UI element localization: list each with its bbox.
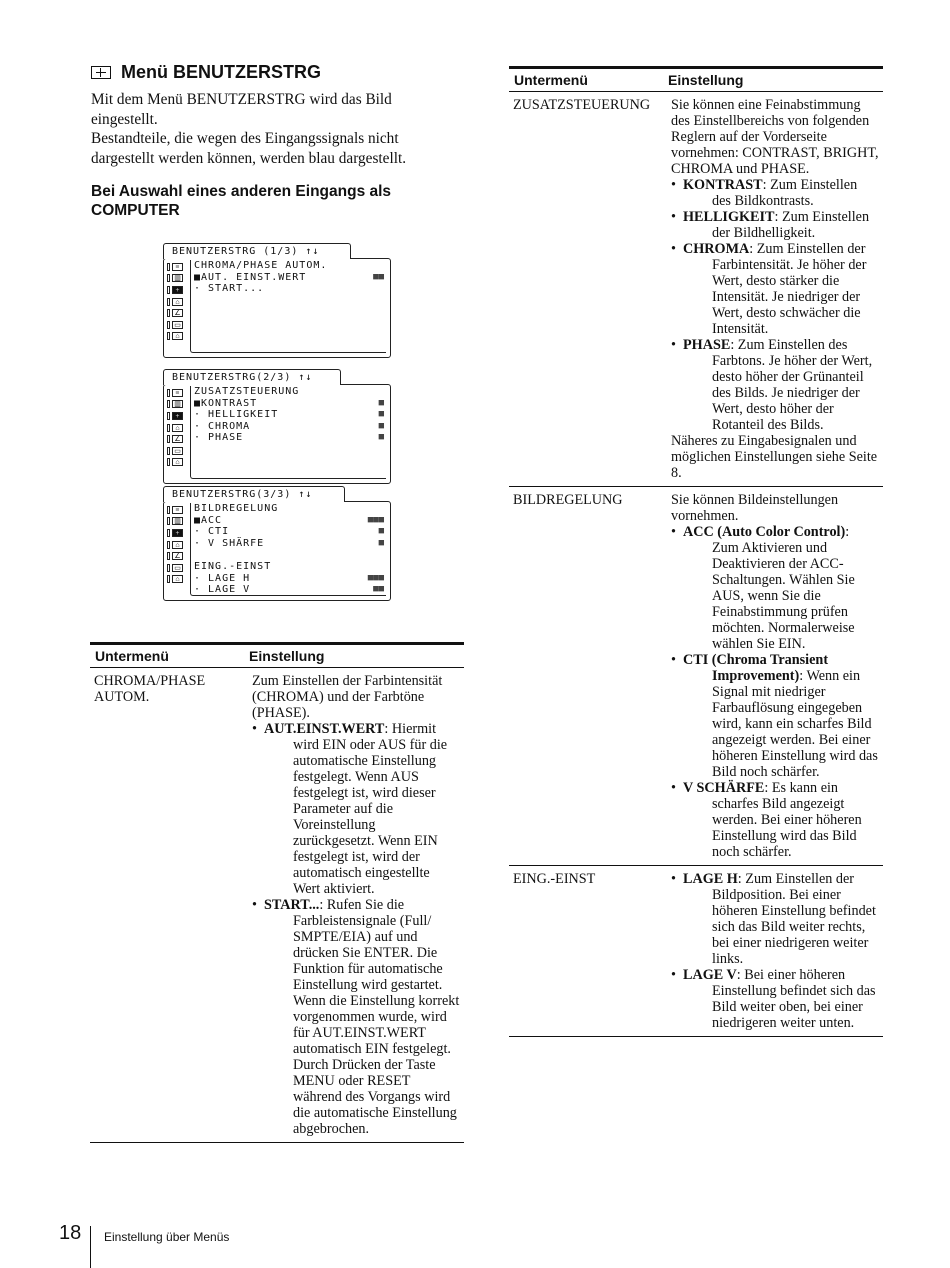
bullet-text	[683, 780, 879, 860]
osd-menu-icon: ▭	[172, 564, 183, 572]
submenu-cell: EING.-EINST	[513, 871, 596, 887]
osd-menu-icon-row	[167, 457, 189, 469]
submenu-cell: CHROMA/PHASE AUTOM.	[94, 673, 206, 705]
bullet-term: AUT.EINST.WERT	[264, 721, 385, 737]
osd-menu-screen-2	[163, 369, 391, 484]
bullet-description: : Zum Einstellen des Farbtons. Je höher der Wert, desto höher der Grünanteil des Bilds. Je niedriger der Wert, desto höher der Rotanteil des Bilds.	[712, 337, 873, 433]
osd-menu-lines	[194, 503, 384, 596]
bullet-icon: •	[671, 337, 676, 353]
osd-menu-icon-row	[167, 422, 189, 434]
osd-menu-icon: ⌂	[172, 298, 183, 306]
submenu-cell: ZUSATZSTEUERUNG	[513, 97, 651, 113]
bullet-term: ACC (Auto Color Control)	[683, 524, 846, 540]
osd-menu-tab: BENUTZERSTRG (1/3) ↑↓	[163, 243, 351, 259]
osd-menu-icon: ▥	[172, 517, 183, 525]
osd-menu-icon-row	[167, 539, 189, 551]
bullet-description: : Bei einer höheren Einstellung befindet sich das Bild weiter oben, bei einer niedrigeren weiter unten.	[712, 967, 876, 1031]
osd-menu-line	[194, 573, 384, 585]
osd-line-label: CHROMA/PHASE AUTOM.	[194, 260, 328, 271]
osd-menu-icon-row	[167, 387, 189, 399]
submenu-cell: BILDREGELUNG	[513, 492, 623, 508]
bullet-term: V SCHÄRFE	[683, 780, 765, 796]
bullet-icon: •	[671, 524, 676, 540]
bullet-description: : Zum Einstellen der Farbintensität. Je höher der Wert, desto stärker die Intensität. Je niedriger der Wert, desto schwächer die Intensität.	[712, 241, 867, 337]
osd-menu-icon-row	[167, 504, 189, 516]
osd-menu-icon-row	[167, 550, 189, 562]
bullet-term: START...	[264, 897, 320, 913]
setting-note: Näheres zu Eingabesignalen und möglichen Einstellungen siehe Seite 8.	[671, 433, 878, 481]
osd-level-indicator: ■	[378, 432, 384, 443]
osd-menu-line	[194, 283, 384, 295]
osd-menu-icon: ∠	[172, 552, 183, 560]
osd-menu-icon: ≡	[172, 263, 183, 271]
osd-line-label: · V SHÄRFE	[194, 537, 265, 549]
osd-menu-line	[194, 421, 384, 433]
bullet-description: : Hiermit wird EIN oder AUS für die automatische Einstellung festgelegt. Wenn AUS festgelegt ist, wird dieser Parameter auf die Voreinstellung zurückgesetzt. Wenn EIN festgelegt ist, wird der automatisch eingestellte Wert aktiviert.	[293, 721, 448, 897]
table-row	[509, 92, 883, 487]
setting-bullet	[671, 652, 879, 780]
bullet-term: LAGE H	[683, 871, 738, 887]
bullet-icon: •	[252, 897, 257, 913]
page-number: 18	[59, 1222, 82, 1244]
osd-menu-icon: ⌂	[172, 458, 183, 466]
osd-icon-column	[167, 387, 189, 468]
setting-cell	[667, 866, 883, 1036]
osd-line-label: · START...	[194, 283, 265, 295]
osd-menu-icon: ⌂	[172, 424, 183, 432]
bullet-text	[264, 897, 460, 1137]
osd-menu-body	[163, 384, 391, 484]
bullet-term: KONTRAST	[683, 177, 763, 193]
osd-menu-icon-row	[167, 273, 189, 285]
bullet-icon: •	[252, 721, 257, 737]
table-row	[90, 668, 464, 1143]
header-setting: Einstellung	[249, 648, 325, 664]
osd-line-label: · HELLIGKEIT	[194, 409, 279, 421]
table-header	[509, 66, 883, 92]
osd-marker-icon	[167, 309, 170, 317]
osd-menu-icon: +	[172, 529, 183, 537]
osd-marker-icon	[167, 447, 170, 455]
osd-marker-icon	[167, 263, 170, 271]
bullet-text	[683, 177, 879, 209]
osd-menu-icon-row	[167, 284, 189, 296]
osd-line-label: · LAGE H	[194, 572, 251, 584]
osd-menu-line	[194, 272, 384, 284]
bullet-icon: •	[671, 780, 676, 796]
setting-bullet	[671, 241, 879, 337]
osd-line-label: ■AUT. EINST.WERT	[194, 271, 307, 283]
osd-menu-icon: ⌂	[172, 332, 183, 340]
osd-icon-column	[167, 504, 189, 585]
osd-marker-icon	[167, 435, 170, 443]
osd-marker-icon	[167, 412, 170, 420]
setting-bullet	[671, 871, 879, 967]
osd-menu-icon: ▭	[172, 321, 183, 329]
osd-menu-icon: ▥	[172, 274, 183, 282]
osd-menu-icon: ∠	[172, 435, 183, 443]
osd-menu-icon-row	[167, 445, 189, 457]
picture-menu-icon	[91, 66, 111, 79]
osd-line-label: BILDREGELUNG	[194, 503, 279, 514]
osd-menu-icon: ≡	[172, 389, 183, 397]
footer-section-title: Einstellung über Menüs	[104, 1230, 230, 1244]
submenu-table-left	[90, 642, 464, 1143]
table-header	[90, 642, 464, 668]
osd-marker-icon	[167, 529, 170, 537]
setting-bullet	[671, 209, 879, 241]
osd-line-label: ■KONTRAST	[194, 397, 258, 409]
osd-menu-line	[194, 538, 384, 550]
submenu-table-right	[509, 66, 883, 1037]
osd-line-label: · CTI	[194, 526, 230, 538]
osd-line-label: · CHROMA	[194, 420, 251, 432]
osd-menu-lines	[194, 260, 384, 295]
setting-bullet	[671, 780, 879, 860]
osd-menu-icon-row	[167, 516, 189, 528]
osd-marker-icon	[167, 274, 170, 282]
osd-menu-body	[163, 258, 391, 358]
osd-level-indicator: ■■■	[367, 572, 384, 583]
osd-menu-icon-row	[167, 562, 189, 574]
osd-menu-icon-row	[167, 574, 189, 586]
osd-marker-icon	[167, 389, 170, 397]
osd-marker-icon	[167, 321, 170, 329]
bullet-text	[683, 652, 879, 780]
intro-paragraph: Mit dem Menü BENUTZERSTRG wird das Bild eingestellt.	[91, 91, 392, 128]
section-subheading: Bei Auswahl eines anderen Eingangs als COMPUTER	[91, 183, 392, 219]
footer-divider	[90, 1226, 91, 1268]
bullet-description: : Zum Aktivieren und Deaktivieren der ACC-Schaltungen. Wählen Sie AUS, wenn Sie die Feinabstimmung prüfen möchten. Normalerweise wählen Sie EIN.	[712, 524, 855, 652]
osd-menu-tab: BENUTZERSTRG(3/3) ↑↓	[163, 486, 345, 502]
setting-bullet	[671, 967, 879, 1031]
bullet-text	[683, 524, 879, 652]
osd-menu-screen-3	[163, 486, 391, 601]
intro-paragraph: Bestandteile, die wegen des Eingangssignals nicht dargestellt werden können, werden blau dargestellt.	[91, 130, 407, 167]
bullet-term: CHROMA	[683, 241, 750, 257]
osd-marker-icon	[167, 575, 170, 583]
bullet-text	[683, 209, 879, 241]
osd-level-indicator: ■	[378, 526, 384, 537]
osd-menu-icon-row	[167, 399, 189, 411]
setting-intro: Sie können eine Feinabstimmung des Einstellbereichs von folgenden Reglern auf der Vorderseite vornehmen: CONTRAST, BRIGHT, CHROMA und PHASE.	[671, 97, 879, 177]
osd-menu-icon: ▥	[172, 400, 183, 408]
osd-menu-icon: +	[172, 412, 183, 420]
osd-marker-icon	[167, 298, 170, 306]
bullet-description: : Zum Einstellen der Bildhelligkeit.	[712, 209, 870, 241]
page-title: Menü BENUTZERSTRG	[121, 62, 321, 82]
bullet-icon: •	[671, 209, 676, 225]
osd-menu-line	[194, 260, 384, 272]
osd-menu-line	[194, 526, 384, 538]
osd-menu-icon-row	[167, 410, 189, 422]
osd-line-label: EING.-EINST	[194, 560, 272, 572]
bullet-description: : Rufen Sie die Farbleistensignale (Full/ SMPTE/EIA) auf und drücken Sie ENTER. Die Funktion für automatische Einstellung wird gestartet. Wenn die Einstellung korrekt vorgenommen wurde, wird für AUT.EINST.WERT automatisch EIN festgelegt. Durch Drücken der Taste MENU oder RESET während des Vorgangs wird die automatische Einstellung abgebrochen.	[293, 897, 460, 1137]
osd-menu-line	[194, 432, 384, 444]
osd-menu-icon-row	[167, 433, 189, 445]
table-body	[509, 92, 883, 1037]
setting-cell	[248, 668, 464, 1142]
bullet-icon: •	[671, 967, 676, 983]
bullet-text	[683, 967, 879, 1031]
osd-menu-icon-row	[167, 261, 189, 273]
table-row	[509, 487, 883, 866]
setting-intro: Zum Einstellen der Farbintensität (CHROMA) und der Farbtöne (PHASE).	[252, 673, 443, 721]
osd-menu-lines	[194, 386, 384, 444]
bullet-icon: •	[671, 241, 676, 257]
osd-level-indicator: ■■	[373, 271, 384, 282]
header-setting: Einstellung	[668, 72, 744, 88]
bullet-text	[683, 871, 879, 967]
setting-intro: Sie können Bildeinstellungen vornehmen.	[671, 492, 839, 524]
osd-menu-screen-1	[163, 243, 391, 358]
osd-line-label: ZUSATZSTEUERUNG	[194, 386, 300, 397]
osd-marker-icon	[167, 286, 170, 294]
osd-icon-column	[167, 261, 189, 342]
bullet-icon: •	[671, 652, 676, 668]
bullet-term: LAGE V	[683, 967, 737, 983]
osd-menu-icon: ⌂	[172, 541, 183, 549]
osd-menu-icon-row	[167, 331, 189, 343]
bullet-text	[264, 721, 460, 897]
bullet-text	[683, 241, 879, 337]
setting-bullet	[671, 524, 879, 652]
osd-menu-body	[163, 501, 391, 601]
osd-menu-line	[194, 398, 384, 410]
header-submenu: Untermenü	[95, 648, 169, 664]
table-row	[509, 866, 883, 1037]
osd-level-indicator: ■	[378, 409, 384, 420]
osd-menu-icon-row	[167, 527, 189, 539]
header-submenu: Untermenü	[514, 72, 588, 88]
title-row	[91, 62, 321, 83]
osd-level-indicator: ■■	[373, 584, 384, 595]
osd-menu-icon: ∠	[172, 309, 183, 317]
setting-bullet	[252, 721, 460, 897]
osd-level-indicator: ■■■	[367, 514, 384, 525]
setting-bullet	[671, 337, 879, 433]
bullet-description: : Zum Einstellen des Bildkontrasts.	[712, 177, 858, 209]
osd-menu-line	[194, 409, 384, 421]
osd-marker-icon	[167, 458, 170, 466]
setting-cell	[667, 92, 883, 486]
osd-marker-icon	[167, 541, 170, 549]
osd-line-label: · LAGE V	[194, 584, 251, 596]
osd-line-label: ■ACC	[194, 514, 223, 526]
osd-line-label: · PHASE	[194, 432, 244, 444]
bullet-description: : Wenn ein Signal mit niedriger Farbauflösung eingegeben wird, kann ein scharfes Bild angezeigt werden. Bei einer höheren Einstellung wird das Bild noch schärfer.	[712, 668, 878, 780]
bullet-text	[683, 337, 879, 433]
osd-menu-icon-row	[167, 307, 189, 319]
osd-level-indicator: ■	[378, 537, 384, 548]
table-body	[90, 668, 464, 1143]
bullet-icon: •	[671, 871, 676, 887]
osd-marker-icon	[167, 517, 170, 525]
osd-marker-icon	[167, 424, 170, 432]
osd-marker-icon	[167, 400, 170, 408]
osd-marker-icon	[167, 552, 170, 560]
osd-menu-icon: ⌂	[172, 575, 183, 583]
bullet-description: : Zum Einstellen der Bildposition. Bei einer höheren Einstellung befindet sich das Bild weiter rechts, bei einer niedrigeren weiter links.	[712, 871, 876, 967]
osd-menu-line	[194, 386, 384, 398]
osd-menu-icon: ▭	[172, 447, 183, 455]
bullet-term: CTI (Chroma Transient Improvement)	[683, 652, 829, 684]
osd-marker-icon	[167, 564, 170, 572]
osd-level-indicator: ■	[378, 420, 384, 431]
osd-menu-icon-row	[167, 319, 189, 331]
bullet-term: HELLIGKEIT	[683, 209, 775, 225]
setting-cell	[667, 487, 883, 865]
osd-menu-line	[194, 503, 384, 515]
osd-marker-icon	[167, 506, 170, 514]
bullet-description: : Es kann ein scharfes Bild angezeigt werden. Bei einer höheren Einstellung wird das Bild noch schärfer.	[712, 780, 862, 860]
osd-menu-tab: BENUTZERSTRG(2/3) ↑↓	[163, 369, 341, 385]
osd-menu-line	[194, 515, 384, 527]
setting-bullet	[252, 897, 460, 1137]
bullet-term: PHASE	[683, 337, 731, 353]
osd-menu-icon: +	[172, 286, 183, 294]
osd-menu-line	[194, 561, 384, 573]
osd-menu-line	[194, 549, 384, 561]
bullet-icon: •	[671, 177, 676, 193]
osd-marker-icon	[167, 332, 170, 340]
setting-bullet	[671, 177, 879, 209]
intro-text	[91, 90, 461, 168]
osd-menu-icon: ≡	[172, 506, 183, 514]
osd-level-indicator: ■	[378, 397, 384, 408]
osd-menu-icon-row	[167, 296, 189, 308]
osd-menu-line	[194, 584, 384, 596]
